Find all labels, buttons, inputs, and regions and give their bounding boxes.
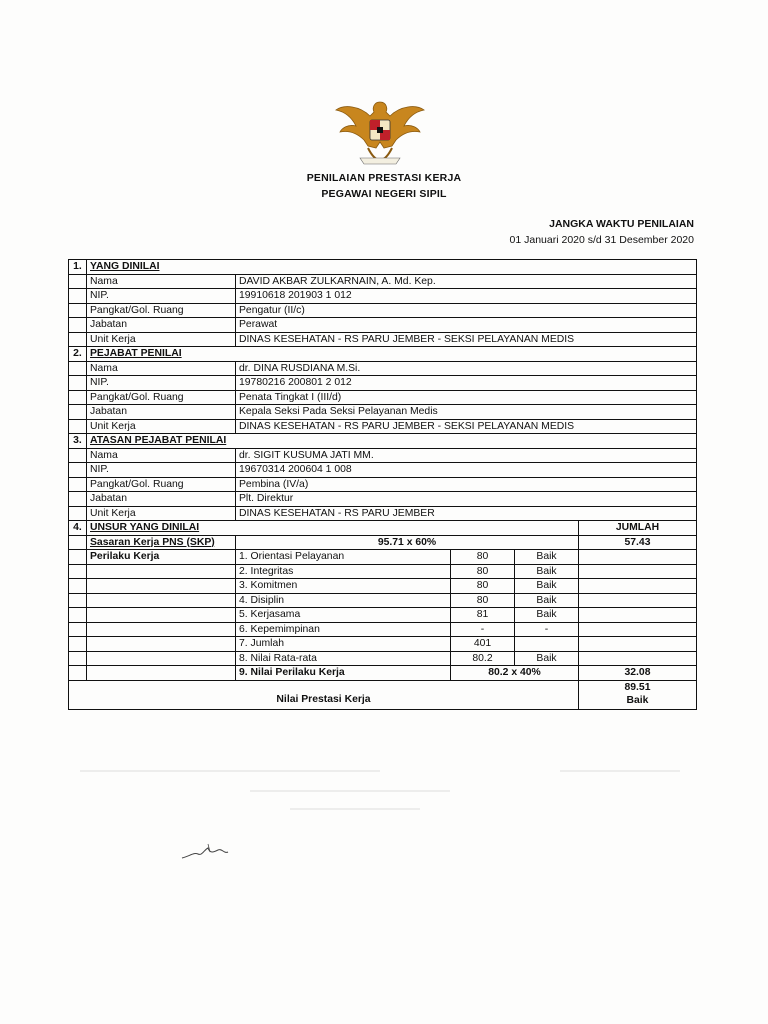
behavior-item-grade	[515, 637, 579, 652]
period-label: JANGKA WAKTU PENILAIAN	[549, 218, 694, 230]
field-label: Unit Kerja	[87, 419, 236, 434]
final-score-value: 89.51	[624, 681, 651, 693]
document-title: PENILAIAN PRESTASI KERJA	[306, 172, 462, 184]
signature-mark	[178, 838, 248, 868]
field-value: 19910618 201903 1 012	[236, 289, 697, 304]
final-score-grade: Baik	[626, 694, 649, 706]
field-value: dr. DINA RUSDIANA M.Si.	[236, 361, 697, 376]
field-value: Kepala Seksi Pada Seksi Pelayanan Medis	[236, 405, 697, 420]
skp-row	[69, 535, 697, 550]
behavior-item-label: 8. Nilai Rata-rata	[236, 651, 451, 666]
field-value: Plt. Direktur	[236, 492, 697, 507]
table-row	[69, 303, 697, 318]
section-header	[69, 260, 697, 275]
behavior-item-label: 5. Kerjasama	[236, 608, 451, 623]
behavior-item-label: 2. Integritas	[236, 564, 451, 579]
skp-formula: 95.71 x 60%	[236, 535, 579, 550]
scan-artifact	[80, 770, 380, 772]
section-number: 4.	[69, 521, 87, 536]
behavior-item-label: 1. Orientasi Pelayanan	[236, 550, 451, 565]
behavior-row	[69, 622, 697, 637]
behavior-total-formula: 80.2 x 40%	[451, 666, 579, 681]
behavior-item-label: 3. Komitmen	[236, 579, 451, 594]
behavior-item-score: 401	[451, 637, 515, 652]
table-row	[69, 506, 697, 521]
scan-artifact	[250, 790, 450, 792]
table-row	[69, 448, 697, 463]
final-score-cell	[579, 680, 697, 709]
behavior-item-score: 80	[451, 564, 515, 579]
behavior-row	[69, 637, 697, 652]
assessment-table	[68, 259, 697, 710]
field-label: Nama	[87, 448, 236, 463]
field-value: Pembina (IV/a)	[236, 477, 697, 492]
field-label: NIP.	[87, 376, 236, 391]
field-value: DAVID AKBAR ZULKARNAIN, A. Md. Kep.	[236, 274, 697, 289]
section-number: 1.	[69, 260, 87, 275]
section-number: 3.	[69, 434, 87, 449]
field-value: dr. SIGIT KUSUMA JATI MM.	[236, 448, 697, 463]
behavior-item-grade: Baik	[515, 593, 579, 608]
field-label: Unit Kerja	[87, 506, 236, 521]
section-title: YANG DINILAI	[87, 260, 697, 275]
field-label: Pangkat/Gol. Ruang	[87, 303, 236, 318]
field-label: Unit Kerja	[87, 332, 236, 347]
behavior-item-label: 4. Disiplin	[236, 593, 451, 608]
behavior-item-grade: Baik	[515, 550, 579, 565]
field-label: Nama	[87, 361, 236, 376]
field-value: DINAS KESEHATAN - RS PARU JEMBER - SEKSI PELAYANAN MEDIS	[236, 419, 697, 434]
table-row	[69, 332, 697, 347]
table-row	[69, 492, 697, 507]
table-row	[69, 361, 697, 376]
behavior-item-score: 80.2	[451, 651, 515, 666]
table-row	[69, 390, 697, 405]
behavior-item-grade: Baik	[515, 564, 579, 579]
section-title: ATASAN PEJABAT PENILAI	[87, 434, 697, 449]
table-row	[69, 376, 697, 391]
behavior-row	[69, 651, 697, 666]
behavior-row	[69, 579, 697, 594]
behavior-item-score: 80	[451, 550, 515, 565]
scan-artifact	[560, 770, 680, 772]
section-title: UNSUR YANG DINILAI	[87, 521, 579, 536]
section-header	[69, 521, 697, 536]
field-label: NIP.	[87, 289, 236, 304]
final-score-label: Nilai Prestasi Kerja	[69, 680, 579, 709]
table-row	[69, 289, 697, 304]
section-title: PEJABAT PENILAI	[87, 347, 697, 362]
field-value: 19780216 200801 2 012	[236, 376, 697, 391]
document-subtitle: PEGAWAI NEGERI SIPIL	[321, 188, 447, 200]
section-header	[69, 347, 697, 362]
behavior-item-score: -	[451, 622, 515, 637]
behavior-item-grade: Baik	[515, 608, 579, 623]
behavior-total-row	[69, 666, 697, 681]
field-label: NIP.	[87, 463, 236, 478]
table-row	[69, 274, 697, 289]
total-column-header: JUMLAH	[579, 521, 697, 536]
field-value: Pengatur (II/c)	[236, 303, 697, 318]
behavior-row	[69, 593, 697, 608]
behavior-item-grade: Baik	[515, 651, 579, 666]
final-score-row	[69, 680, 697, 709]
table-row	[69, 477, 697, 492]
behavior-label: Perilaku Kerja	[87, 550, 236, 565]
garuda-emblem-icon	[330, 96, 430, 168]
field-label: Pangkat/Gol. Ruang	[87, 390, 236, 405]
table-row	[69, 419, 697, 434]
field-value: DINAS KESEHATAN - RS PARU JEMBER - SEKSI PELAYANAN MEDIS	[236, 332, 697, 347]
behavior-row	[69, 608, 697, 623]
behavior-item-score: 80	[451, 579, 515, 594]
table-row	[69, 405, 697, 420]
section-number: 2.	[69, 347, 87, 362]
table-row	[69, 463, 697, 478]
field-label: Jabatan	[87, 405, 236, 420]
behavior-item-label: 7. Jumlah	[236, 637, 451, 652]
behavior-item-grade: Baik	[515, 579, 579, 594]
skp-total: 57.43	[579, 535, 697, 550]
field-label: Jabatan	[87, 318, 236, 333]
field-value: Penata Tingkat I (III/d)	[236, 390, 697, 405]
behavior-total-label: 9. Nilai Perilaku Kerja	[236, 666, 451, 681]
field-label: Pangkat/Gol. Ruang	[87, 477, 236, 492]
behavior-item-score: 80	[451, 593, 515, 608]
behavior-item-grade: -	[515, 622, 579, 637]
field-value: 19670314 200604 1 008	[236, 463, 697, 478]
behavior-total: 32.08	[579, 666, 697, 681]
field-label: Jabatan	[87, 492, 236, 507]
period-value: 01 Januari 2020 s/d 31 Desember 2020	[509, 234, 694, 246]
section-header	[69, 434, 697, 449]
scan-artifact	[290, 808, 420, 810]
field-label: Nama	[87, 274, 236, 289]
field-value: Perawat	[236, 318, 697, 333]
behavior-item-score: 81	[451, 608, 515, 623]
skp-label: Sasaran Kerja PNS (SKP)	[87, 535, 236, 550]
table-row	[69, 318, 697, 333]
behavior-row	[69, 550, 697, 565]
behavior-item-label: 6. Kepemimpinan	[236, 622, 451, 637]
field-value: DINAS KESEHATAN - RS PARU JEMBER	[236, 506, 697, 521]
behavior-row	[69, 564, 697, 579]
